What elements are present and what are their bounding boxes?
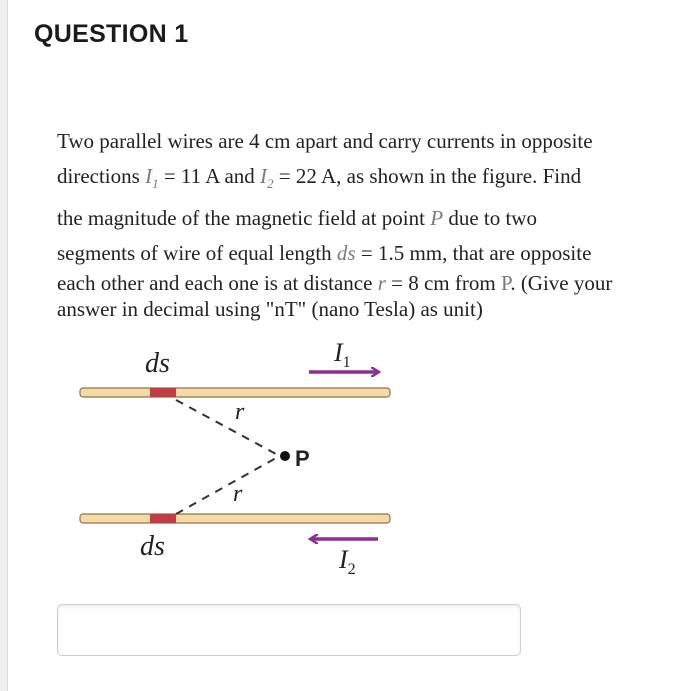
ds-symbol: ds <box>336 240 356 265</box>
current-i2-symbol: $I_2$ <box>260 163 274 191</box>
current-i1-symbol: $I_1$ <box>145 163 159 191</box>
question-line-2: directions $I_1 = 11$ A and $I_2 = 22$ A, as shown in the figure. Find <box>57 163 582 191</box>
ds-label-bottom: ds <box>140 531 165 562</box>
point-p-dot <box>280 451 290 461</box>
point-p-symbol: P <box>430 206 444 231</box>
ds-label-top: ds <box>145 348 170 379</box>
answer-input[interactable] <box>57 604 521 656</box>
question-title: QUESTION 1 <box>34 20 189 48</box>
question-text <box>57 124 669 322</box>
distance-line-top <box>176 400 276 454</box>
question-line-5: each other and each one is at distance r = 8 cm from P. (Give your <box>57 271 613 296</box>
bottom-wire <box>80 514 390 523</box>
question-line-1: Two parallel wires are 4 cm apart and carry currents in opposite <box>57 129 593 153</box>
top-wire-segment-ds <box>150 388 176 397</box>
point-p-label: P <box>295 446 310 471</box>
r-label-bottom: r <box>233 481 243 507</box>
current-i1-label: $I_1$ <box>334 338 351 371</box>
left-page-strip <box>0 0 8 691</box>
point-p-symbol-2: P <box>500 271 511 296</box>
question-line-3: the magnitude of the magnetic field at point P due to two <box>57 206 537 231</box>
r-symbol: r <box>377 271 386 296</box>
r-label-top: r <box>235 399 245 425</box>
question-line-4: segments of wire of equal length ds = 1.5 mm, that are opposite <box>57 240 592 265</box>
current-i2-label: $I_2$ <box>339 545 356 578</box>
bottom-wire-segment-ds <box>150 514 176 523</box>
distance-line-bottom <box>176 458 276 514</box>
question-line-6: answer in decimal using "nT" (nano Tesla) as unit) <box>57 297 483 322</box>
parallel-wires-figure <box>72 332 402 582</box>
top-wire <box>80 388 390 397</box>
